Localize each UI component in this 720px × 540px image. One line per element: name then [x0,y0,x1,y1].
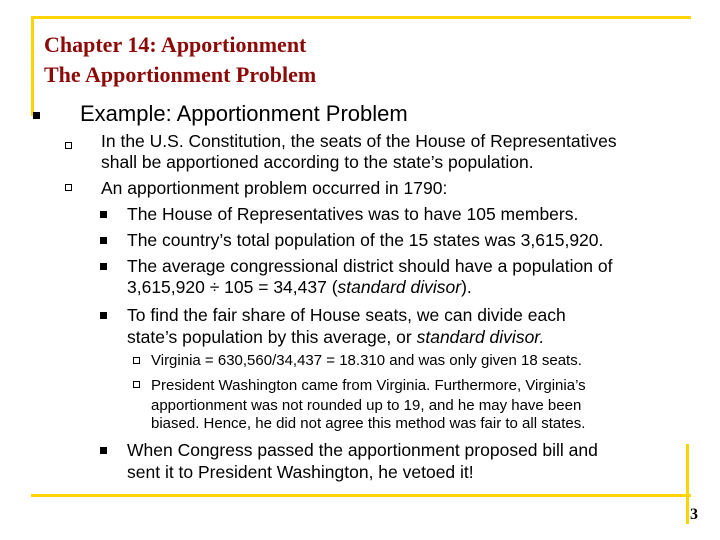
bullet1-line2: shall be apportioned according to the state’s population. [101,152,534,172]
frame-line-right [686,444,689,524]
sub3-text-pre: 3,615,920 ÷ 105 = 34,437 ( [127,277,338,297]
square-bullet-icon [100,312,107,319]
subsub-bullet-2-line1: President Washington came from Virginia. Furthermore, Virginia’s [151,377,586,394]
square-bullet-icon [100,211,107,218]
title-line-1: Chapter 14: Apportionment [44,32,307,57]
bullet2: An apportionment problem occurred in 1790: [101,178,448,198]
sub-bullet-5-line1: When Congress passed the apportionment proposed bill and [127,440,598,460]
frame-line-bottom [31,494,691,497]
sub-bullet-4-line2 [127,327,544,348]
sub-bullet-5-line2: sent it to President Washington, he vetoed it! [127,462,474,482]
sub-bullet-2: The country’s total population of the 15 states was 3,615,920. [127,230,604,250]
hollow-square-bullet-icon [65,142,72,149]
frame-line-top [31,16,691,19]
hollow-square-bullet-icon [65,184,72,191]
sub4-text-emphasis: standard divisor. [416,327,545,347]
square-bullet-icon [100,237,107,244]
sub3-text-post: ). [461,277,472,297]
frame-line-left [31,16,34,116]
square-bullet-icon [33,112,40,119]
hollow-square-bullet-icon [133,357,140,364]
sub-bullet-3-line2 [127,277,472,298]
sub4-text-pre: state’s population by this average, or [127,327,417,347]
sub-bullet-1: The House of Representatives was to have 105 members. [127,204,579,224]
square-bullet-icon [100,447,107,454]
page-number: 3 [690,506,698,523]
sub-bullet-4-line1: To find the fair share of House seats, we can divide each [127,305,566,325]
sub-bullet-3-line1: The average congressional district should have a population of [127,256,613,276]
title-line-2: The Apportionment Problem [44,62,317,87]
subsub-bullet-2-line2: apportionment was not rounded up to 19, and he may have been [151,397,582,414]
hollow-square-bullet-icon [133,381,140,388]
bullet1-line1: In the U.S. Constitution, the seats of the House of Representatives [101,131,617,151]
subsub-bullet-2-line3: biased. Hence, he did not agree this method was fair to all states. [151,415,586,432]
level1-heading: Example: Apportionment Problem [80,101,408,126]
slide-title [44,30,316,90]
sub3-text-emphasis: standard divisor [337,277,462,297]
square-bullet-icon [100,263,107,270]
subsub-bullet-1: Virginia = 630,560/34,437 = 18.310 and was only given 18 seats. [151,352,582,369]
